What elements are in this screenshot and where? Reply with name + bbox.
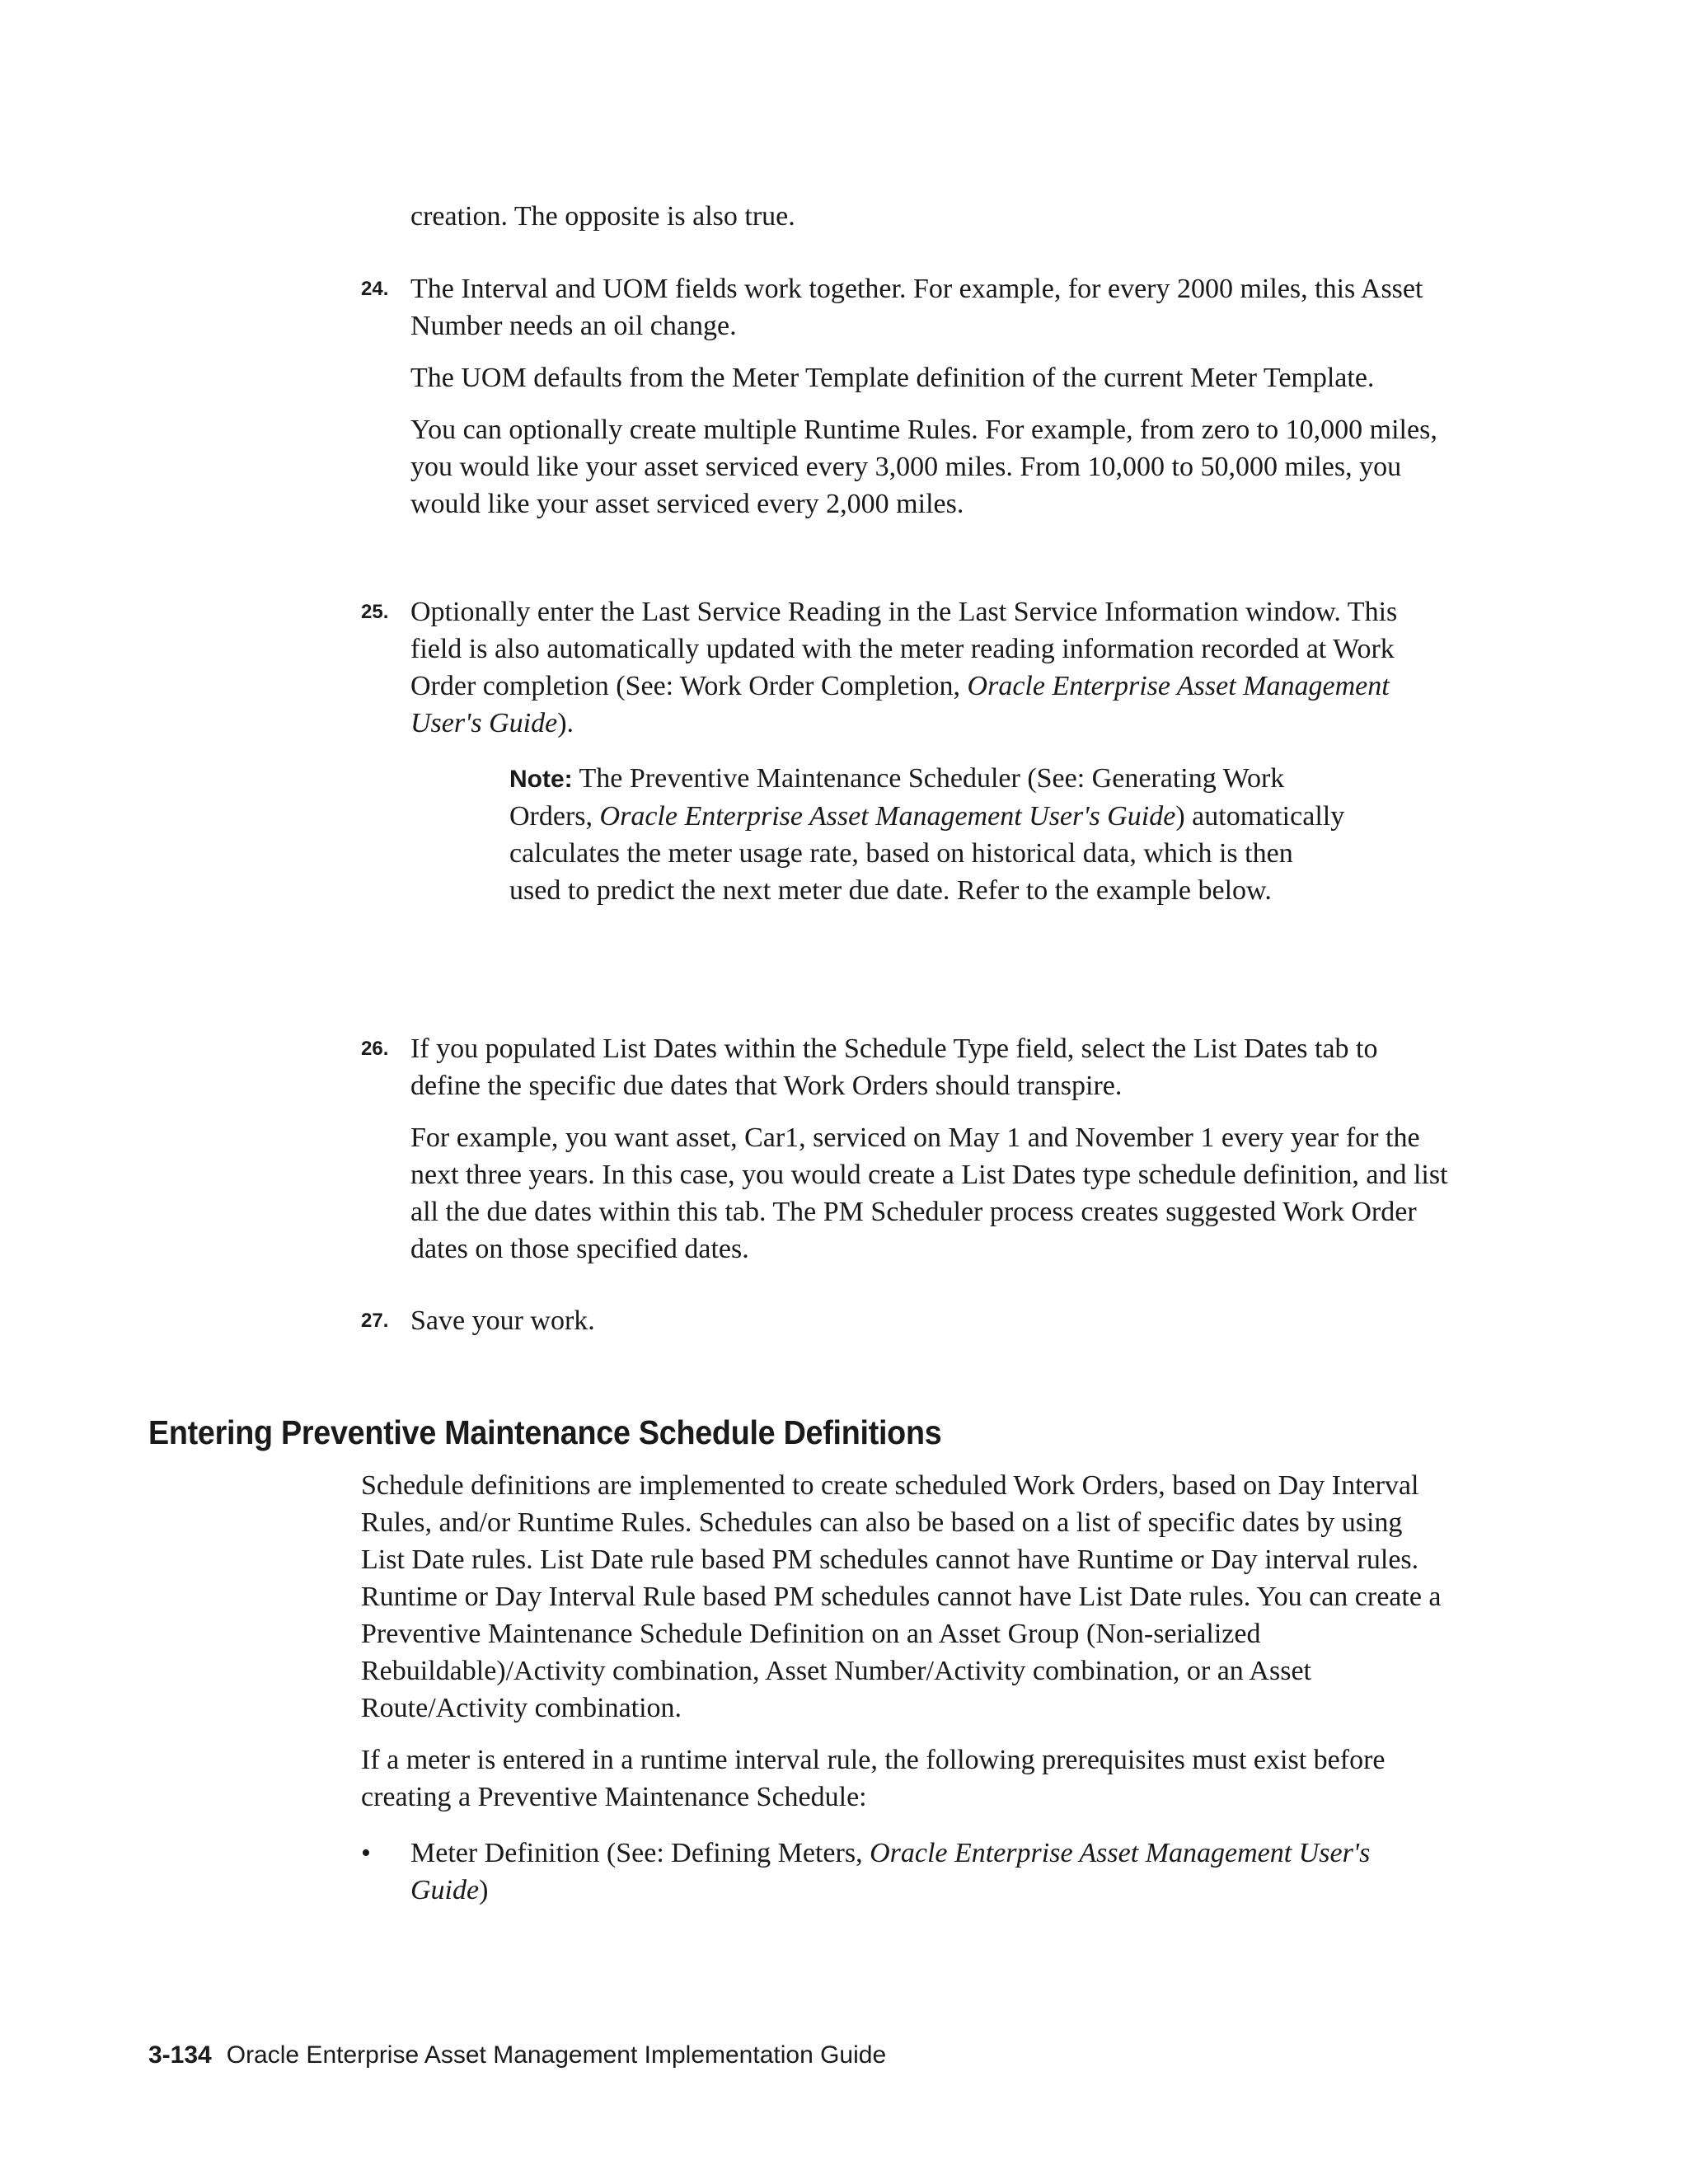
step-26-body bbox=[410, 1030, 1449, 1268]
step-24-body bbox=[410, 270, 1449, 523]
step-paragraph: For example, you want asset, Car1, serviced on May 1 and November 1 every year for the next three years. In this case, you would create a List Dates type schedule definition, and list all the due dates within this tab. The PM Scheduler process creates suggested Work Order dates on those specified dates. bbox=[410, 1122, 1448, 1264]
note-label: Note: bbox=[509, 766, 573, 793]
bullet-text-part: ) bbox=[479, 1875, 489, 1905]
step-27-body bbox=[410, 1302, 1449, 1339]
note-block bbox=[509, 760, 1350, 909]
step-number: 27. bbox=[361, 1310, 389, 1332]
page-number: 3-134 bbox=[148, 2041, 212, 2069]
step-number: 25. bbox=[361, 601, 389, 623]
bullet-item bbox=[410, 1835, 1449, 1909]
section-paragraph: Schedule definitions are implemented to create scheduled Work Orders, based on Day Interval Rules, and/or Runtime Rules. Schedules can also be based on a list of specific dates by using List Date rules. List Date rule based PM schedules cannot have Runtime or Day interval rules. Runtime or Day Interval Rule based PM schedules cannot have List Date rules. You can create a Preventive Maintenance Schedule Definition on an Asset Group (Non-serialized Rebuildable)/Activity combination, Asset Number/Activity combination, or an Asset Route/Activity combination. bbox=[361, 1470, 1442, 1723]
guide-reference: Oracle Enterprise Asset Management User's Guide bbox=[410, 1838, 1371, 1905]
guide-reference: Oracle Enterprise Asset Management User's Guide bbox=[599, 801, 1176, 832]
bullet-text bbox=[410, 1835, 1449, 1909]
bullet-marker: • bbox=[361, 1838, 371, 1868]
page-footer bbox=[148, 2039, 886, 2072]
section-body bbox=[361, 1467, 1449, 1816]
step-text: Optionally enter the Last Service Reading in the Last Service Information window. This field is also automatically updated with the meter reading information recorded at Work Order completion (See: Work Order Completion, bbox=[410, 597, 1398, 701]
step-paragraph: Save your work. bbox=[410, 1305, 595, 1336]
section-paragraph: If a meter is entered in a runtime interval rule, the following prerequisites must exist before creating a Preventive Maintenance Schedule: bbox=[361, 1745, 1386, 1812]
step-25-body bbox=[410, 593, 1449, 742]
footer-title: Oracle Enterprise Asset Management Implementation Guide bbox=[226, 2041, 887, 2069]
step-paragraph: If you populated List Dates within the Schedule Type field, select the List Dates tab to define the specific due dates that Work Orders should transpire. bbox=[410, 1033, 1378, 1101]
step-paragraph: The Interval and UOM fields work together. For example, for every 2000 miles, this Asset Number needs an oil change. bbox=[410, 274, 1423, 341]
note-paragraph bbox=[509, 760, 1350, 909]
note-text: The Preventive Maintenance Scheduler (See: Generating Work Orders, bbox=[509, 763, 1285, 832]
note-text: ) automatically calculates the meter usage rate, based on historical data, which is then used to predict the next meter due date. Refer to the example below. bbox=[509, 801, 1345, 906]
guide-reference: Oracle Enterprise Asset Management User's Guide bbox=[410, 671, 1390, 738]
step-paragraph: You can optionally create multiple Runtime Rules. For example, from zero to 10,000 miles, you would like your asset serviced every 3,000 miles. From 10,000 to 50,000 miles, you would like your asset serviced every 2,000 miles. bbox=[410, 415, 1437, 519]
continuation-text bbox=[410, 198, 1449, 235]
bullet-text-part: Meter Definition (See: Defining Meters, bbox=[410, 1838, 870, 1868]
step-number: 26. bbox=[361, 1038, 389, 1060]
section-heading: Entering Preventive Maintenance Schedule Definitions bbox=[148, 1413, 942, 1451]
step-paragraph bbox=[410, 593, 1449, 742]
step-number: 24. bbox=[361, 278, 389, 300]
step-text: ). bbox=[557, 708, 574, 738]
continuation-line: creation. The opposite is also true. bbox=[410, 201, 795, 232]
step-paragraph: The UOM defaults from the Meter Template definition of the current Meter Template. bbox=[410, 363, 1375, 393]
